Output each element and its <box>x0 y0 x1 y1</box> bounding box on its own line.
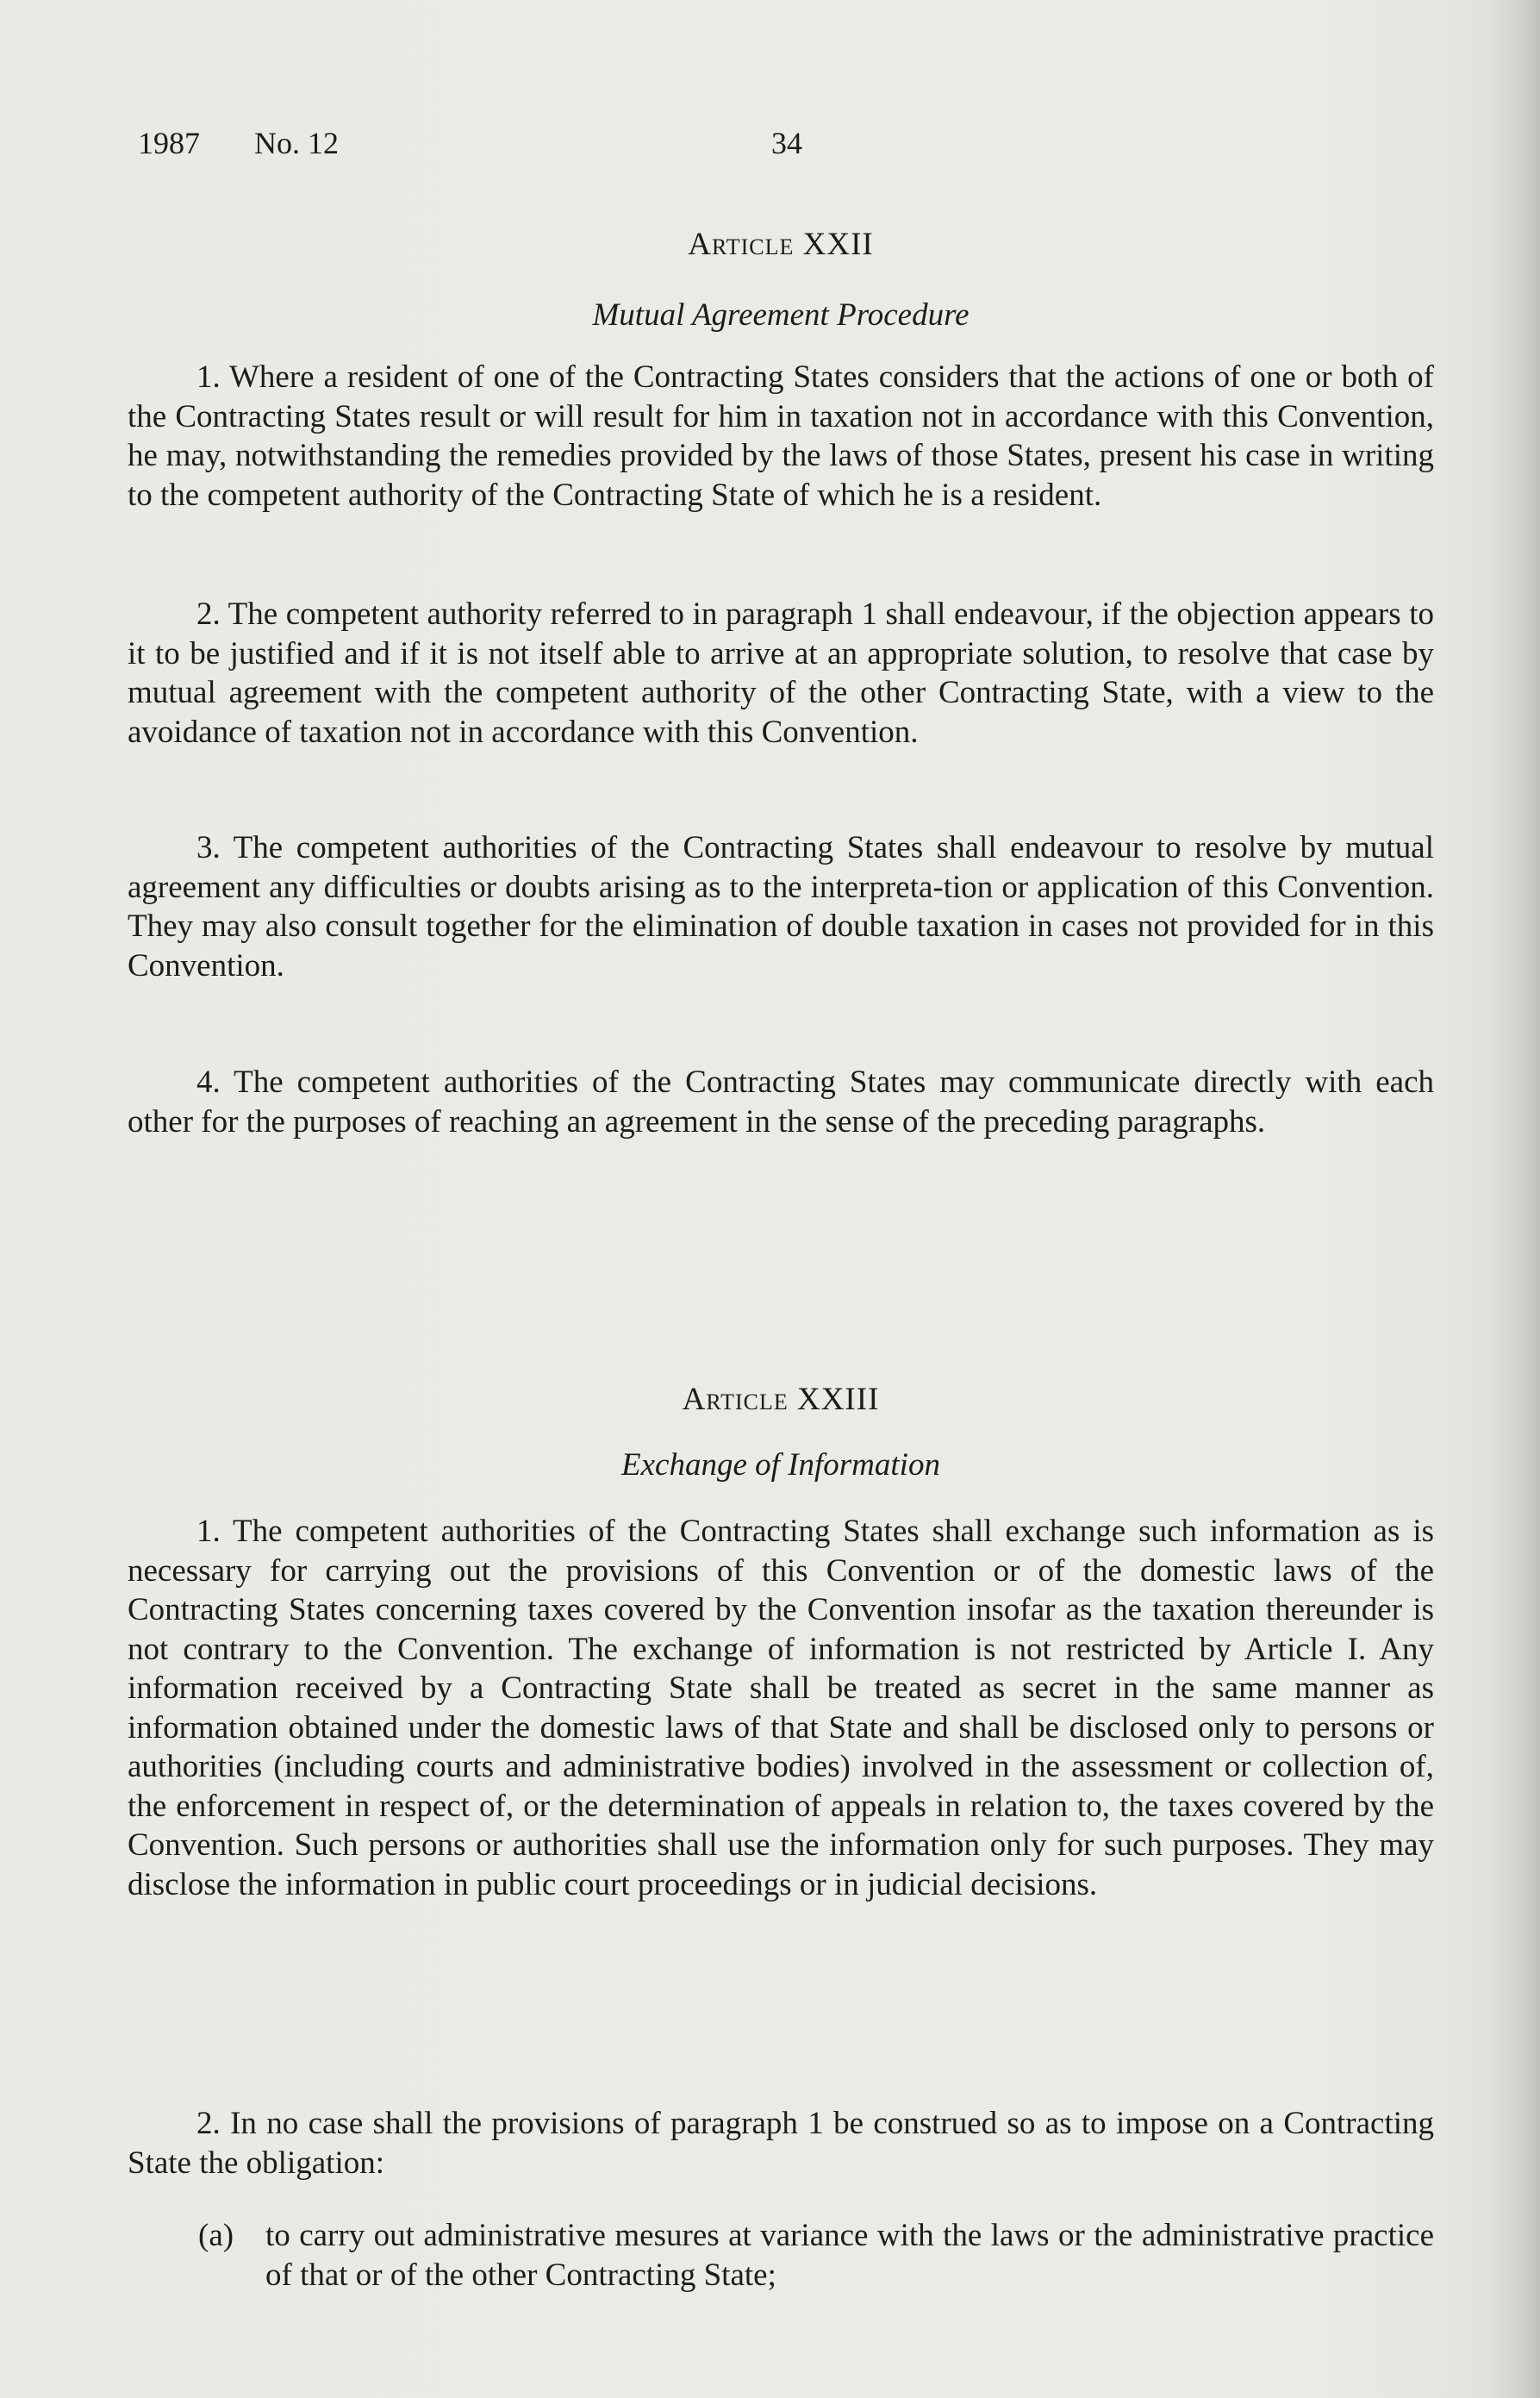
article-23-para-2-block <box>128 2104 1434 2183</box>
header-number: No. 12 <box>254 126 339 160</box>
item-a-label: (a) <box>198 2218 234 2253</box>
article-23-item-a <box>128 2216 1434 2295</box>
article-22-para-1-block <box>128 358 1434 515</box>
header-year: 1987 <box>138 126 200 160</box>
article-23 <box>128 1381 1434 1418</box>
page-number: 34 <box>771 126 802 160</box>
article-22-paragraph-4: 4. The competent authorities of the Contracting States may communicate directly with each other for the purposes of reaching an agreement in the sense of the preceding paragraphs. <box>128 1065 1434 1140</box>
article-22-para-4-block <box>128 1063 1434 1141</box>
article-22-heading: Article XXII <box>688 227 874 262</box>
article-22-paragraph-2: 2. The competent authority referred to in paragraph 1 shall endeavour, if the objection appears to it to be justified and if it is not itself able to arrive at an appropriate solution, to resolve that case by mutual agreement with the competent authority of the other Contracting State, with a view to the avoidance of taxation not in accordance with this Convention. <box>128 596 1434 750</box>
article-23-heading: Article XXIII <box>682 1382 880 1417</box>
page-edge-shadow <box>1488 0 1540 2398</box>
article-22-paragraph-3: 3. The competent authorities of the Contracting States shall endeavour to resolve by mutual agreement any difficulties or doubts arising as to the interpreta-tion or application of this Convention. They may also consult together for the elimination of double taxation in cases not provided for in this Convention. <box>128 830 1434 984</box>
article-22-paragraph-1: 1. Where a resident of one of the Contracting States considers that the actions of one or both of the Contracting States result or will result for him in taxation not in accordance with this Convention, he may, notwithstanding the remedies provided by the laws of those States, present his case in writing to the competent authority of the Contracting State of which he is a resident. <box>128 359 1434 513</box>
article-22-subheading: Mutual Agreement Procedure <box>592 297 970 333</box>
item-a-text: to carry out administrative mesures at variance with the laws or the administrative practice of that or of the other Contracting State; <box>265 2218 1434 2293</box>
article-23-paragraph-2: 2. In no case shall the provisions of paragraph 1 be construed so as to impose on a Contracting State the obligation: <box>128 2106 1434 2181</box>
article-22-para-3-block <box>128 828 1434 985</box>
article-22-para-2-block <box>128 595 1434 752</box>
article-23-paragraph-1: 1. The competent authorities of the Contracting States shall exchange such information as is necessary for carrying out the provisions of this Convention or of the domestic laws of the Contracting States concerning taxes covered by the Convention insofar as the taxation thereunder is not contrary to the Convention. The exchange of information is not restricted by Article I. Any information received by a Contracting State shall be treated as secret in the same manner as information obtained under the domestic laws of that State and shall be disclosed only to persons or authorities (including courts and administrative bodies) involved in the assessment or collection of, the enforcement in respect of, or the determination of appeals in relation to, the taxes covered by the Convention. Such persons or authorities shall use the information only for such purposes. They may disclose the information in public court proceedings or in judicial decisions. <box>128 1514 1434 1902</box>
article-23-item-a-block <box>128 2216 1434 2295</box>
article-22 <box>128 226 1434 263</box>
article-22-subheading-block <box>128 297 1434 334</box>
article-23-para-1-block <box>128 1512 1434 1904</box>
article-23-subheading: Exchange of Information <box>621 1447 940 1483</box>
page-header <box>138 125 1437 168</box>
article-23-subheading-block <box>128 1446 1434 1483</box>
